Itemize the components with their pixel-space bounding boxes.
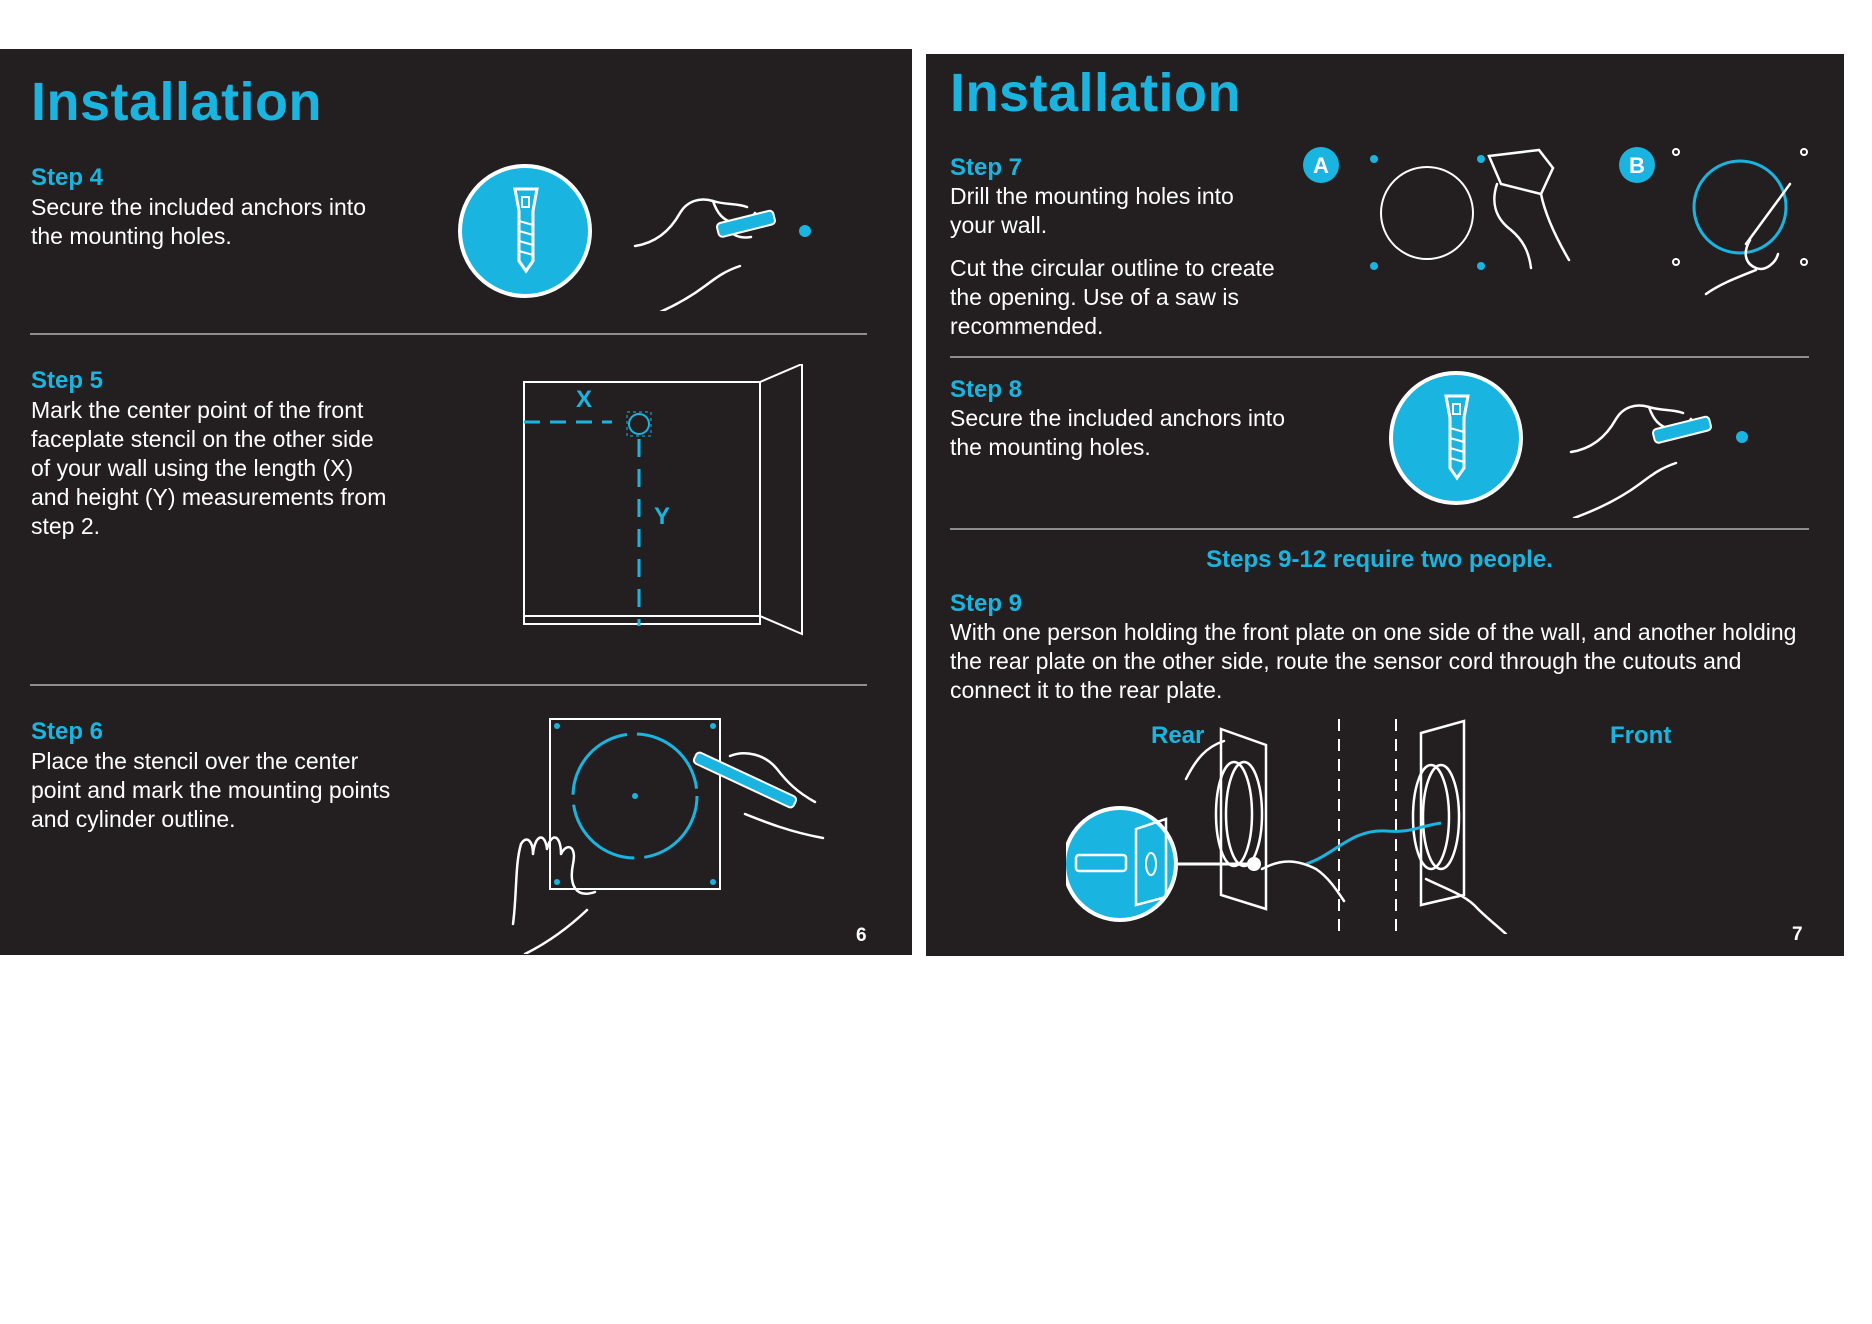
front-plate-illustration [1413, 721, 1464, 905]
step-7-drill-illustration-a [1301, 144, 1621, 294]
mounting-hole-dot [1736, 431, 1748, 443]
step-6-text: Place the stencil over the center point and mark the mounting points and cylinder outline. [31, 748, 391, 832]
mounting-hole-dot [799, 225, 811, 237]
step-7-text: Drill the mounting holes into your wall. [950, 183, 1234, 238]
rear-label: Rear [1151, 722, 1205, 749]
page-title: Installation [950, 63, 1242, 123]
stencil-outline [550, 719, 720, 889]
step-7-cut-illustration-b [1616, 144, 1816, 304]
step-7-label: Step 7 [950, 154, 1023, 181]
front-label: Front [1610, 722, 1672, 749]
step-6-label: Step 6 [31, 718, 104, 745]
step-8-anchor-illustration [1386, 368, 1786, 518]
step-5-text: Mark the center point of the front faceplate stencil on the other side of your wall using the length (X) and height (Y) measurements from step 2. [31, 397, 387, 539]
anchor-icon [460, 166, 590, 296]
divider [30, 333, 867, 335]
divider [950, 356, 1809, 358]
wall-cross-section [1339, 719, 1396, 934]
anchor-plug-icon [1652, 416, 1712, 444]
hand-with-anchor-icon [635, 200, 755, 312]
page-number: 6 [856, 925, 867, 946]
center-point-dot [632, 793, 638, 799]
step-5-label: Step 5 [31, 367, 104, 394]
y-label: Y [654, 503, 671, 530]
badge-b-label: B [1629, 153, 1645, 178]
step-9-plates-illustration [1066, 719, 1646, 934]
manual-page-6 [0, 49, 912, 955]
drill-and-hands-icon [1489, 150, 1569, 268]
saw-and-hand-icon [1706, 184, 1790, 294]
anchor-icon [1391, 373, 1521, 503]
mounting-point-dots [554, 723, 716, 885]
step-6-stencil-illustration [505, 714, 835, 954]
hands-icon [513, 753, 823, 954]
step-8-text: Secure the included anchors into the mounting holes. [950, 405, 1285, 460]
divider [30, 684, 867, 686]
step-7-text-2: Cut the circular outline to create the opening. Use of a saw is recommended. [950, 255, 1275, 339]
step-4-text: Secure the included anchors into the mounting holes. [31, 194, 366, 249]
step-5-wall-diagram [520, 364, 820, 654]
drill-hole-dots [1370, 155, 1485, 270]
wall-outline [524, 364, 802, 634]
anchor-plug-icon [716, 210, 776, 238]
opening-outline [1381, 167, 1473, 259]
callout-dot [1247, 857, 1261, 871]
x-label: X [576, 386, 593, 413]
hand-with-anchor-icon [1571, 406, 1691, 519]
measurement-lines [524, 412, 651, 626]
step-9-text: With one person holding the front plate on one side of the wall, and another holding the rear plate on the other side, route the sensor cord through the cutouts and connect it to the rear plate. [950, 619, 1797, 703]
page-title: Installation [31, 72, 323, 132]
two-person-note: Steps 9-12 require two people. [1206, 546, 1553, 573]
rear-plate-illustration [1216, 729, 1266, 909]
step-9-label: Step 9 [950, 590, 1023, 617]
connector-detail-icon [1066, 808, 1176, 920]
step-4-label: Step 4 [31, 164, 104, 191]
step-8-label: Step 8 [950, 376, 1023, 403]
badge-a-label: A [1313, 153, 1329, 178]
step-4-anchor-illustration [455, 161, 825, 311]
pencil-icon [693, 751, 798, 808]
page-number: 7 [1792, 924, 1803, 945]
manual-page-7 [926, 54, 1844, 956]
divider [950, 528, 1809, 530]
